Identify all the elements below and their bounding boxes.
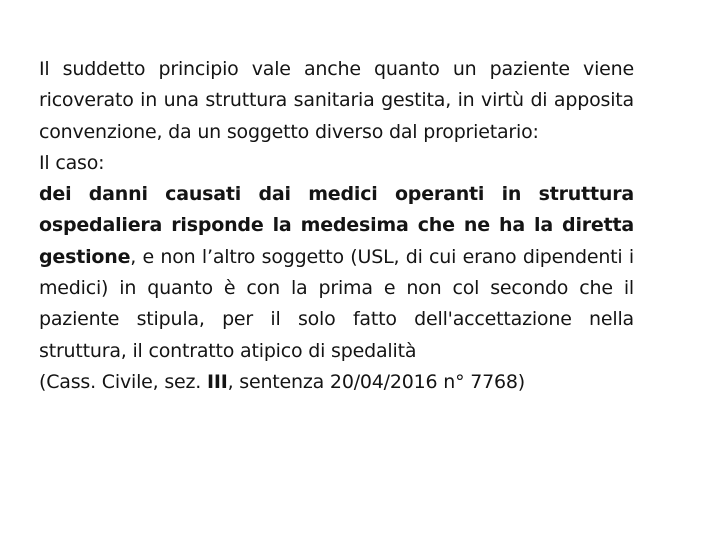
citation-suffix: , sentenza 20/04/2016 n° 7768): [227, 370, 526, 393]
citation-section: III: [206, 370, 228, 393]
slide-text-block: [39, 54, 634, 398]
intro-paragraph: Il suddetto principio vale anche quanto un paziente viene ricoverato in una struttura sanitaria gestita, in virtù di apposita convenzione, da un soggetto diverso dal proprietario:: [39, 58, 634, 143]
citation-prefix: (Cass. Civile, sez.: [39, 370, 207, 393]
ruling-bold-text: dei danni causati dai medici operanti in struttura ospedaliera risponde la medesima che ne ha la diretta gestione: [39, 183, 634, 268]
citation: [39, 367, 634, 398]
ruling-text: , e non l’altro soggetto (USL, di cui erano dipendenti i medici) in quanto è con la prima e non col secondo che il paziente stipula, per il solo fatto dell'accettazione nella struttura, il contratto atipico di spedalità: [39, 245, 634, 362]
ruling-paragraph: [39, 179, 634, 367]
case-label: Il caso:: [39, 151, 105, 174]
